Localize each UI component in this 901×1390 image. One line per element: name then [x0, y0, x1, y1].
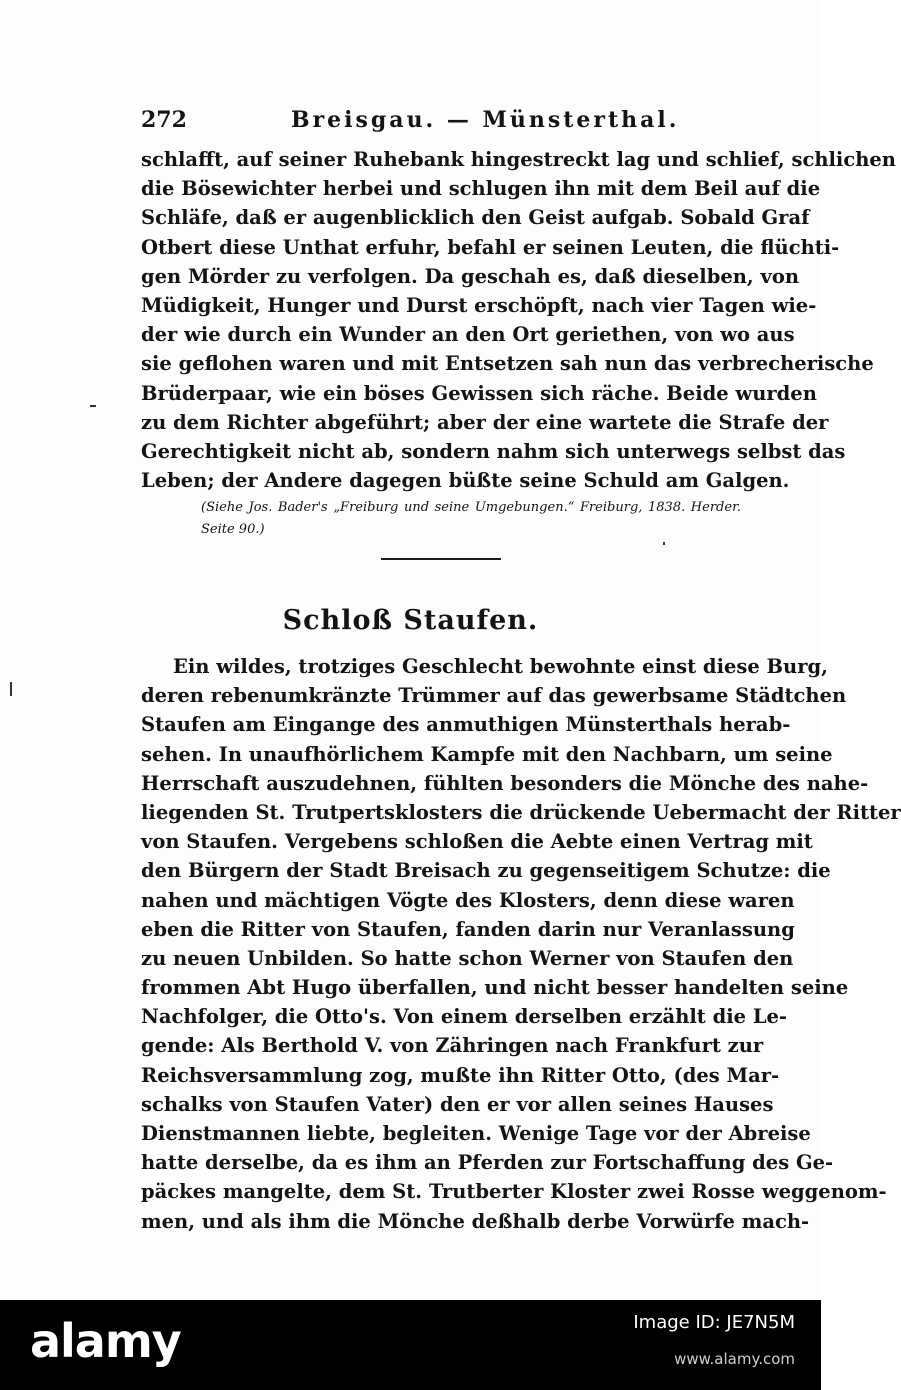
text-line: sehen. In unaufhörlichem Kampfe mit den Nachbarn, um seine [141, 742, 833, 766]
scan-speck [90, 405, 96, 407]
section-title: Schloß Staufen. [282, 605, 539, 636]
text-line: liegenden St. Trutpertsklosters die drückende Uebermacht der Ritter [141, 800, 901, 824]
text-line: schlafft, auf seiner Ruhebank hingestreckt lag und schlief, schlichen [141, 148, 896, 171]
text-line: von Staufen. Vergebens schloßen die Aebte einen Vertrag mit [141, 830, 813, 854]
scan-speck [663, 542, 665, 545]
text-line: Gerechtigkeit nicht ab, sondern nahm sich unterwegs selbst das [141, 439, 846, 463]
text-line: Dienstmannen liebte, begleiten. Wenige Tage vor der Abreise [141, 1122, 811, 1145]
text-line: eben die Ritter von Staufen, fanden darin nur Veranlassung [141, 917, 795, 941]
text-line: nahen und mächtigen Vögte des Klosters, denn diese waren [141, 888, 795, 912]
text-line: Schläfe, daß er augenblicklich den Geist aufgab. Sobald Graf [141, 206, 810, 230]
page-number: 272 [141, 107, 187, 133]
text-line: gende: Als Berthold V. von Zähringen nach Frankfurt zur [141, 1034, 764, 1058]
first-passage [141, 145, 896, 495]
text-line: deren rebenumkränzte Trümmer auf das gewerbsame Städtchen [141, 684, 847, 708]
site-url-label: www.alamy.com [674, 1350, 795, 1368]
text-line: Nachfolger, die Otto's. Von einem derselben erzählt die Le- [141, 1005, 788, 1029]
running-title: Breisgau. — Münsterthal. [291, 107, 680, 133]
citation-line: (Siehe Jos. Bader's „Freiburg und seine Umgebungen.“ Freiburg, 1838. Herder. [201, 500, 741, 515]
source-citation [201, 497, 741, 541]
text-line: sie geflohen waren und mit Entsetzen sah nun das verbrecherische [141, 352, 874, 376]
text-line: Otbert diese Unthat erfuhr, befahl er seinen Leuten, die flüchti- [141, 235, 840, 259]
text-line: schalks von Staufen Vater) den er vor allen seines Hauses [141, 1092, 774, 1116]
scan-speck [10, 682, 12, 696]
text-line: zu dem Richter abgeführt; aber der eine wartete die Strafe der [141, 410, 829, 434]
watermark-bar [0, 1300, 821, 1390]
text-line: den Bürgern der Stadt Breisach zu gegenseitigem Schutze: die [141, 859, 831, 883]
brand-logo: alamy [30, 1314, 181, 1368]
text-line: die Bösewichter herbei und schlugen ihn mit dem Beil auf die [141, 177, 821, 201]
text-line: Ein wildes, trotziges Geschlecht bewohnte einst diese Burg, [173, 655, 828, 678]
text-line: Staufen am Eingange des anmuthigen Münsterthals herab- [141, 713, 791, 737]
image-id-label: Image ID: JE7N5M [633, 1312, 795, 1333]
text-line: Leben; der Andere dagegen büßte seine Schuld am Galgen. [141, 469, 790, 493]
text-line: frommen Abt Hugo überfallen, und nicht besser handelten seine [141, 976, 849, 1000]
citation-line: Seite 90.) [201, 522, 265, 537]
text-line: Brüderpaar, wie ein böses Gewissen sich räche. Beide wurden [141, 381, 817, 405]
text-line: hatte derselbe, da es ihm an Pferden zur Fortschaffung des Ge- [141, 1151, 834, 1175]
text-line: men, und als ihm die Mönche deßhalb derbe Vorwürfe mach- [141, 1209, 810, 1233]
text-line: zu neuen Unbilden. So hatte schon Werner von Staufen den [141, 946, 794, 970]
page-header [141, 103, 741, 139]
text-line: Herrschaft auszudehnen, fühlten besonders die Mönche des nahe- [141, 771, 869, 795]
text-line: Müdigkeit, Hunger und Durst erschöpft, nach vier Tagen wie- [141, 293, 817, 317]
text-line: gen Mörder zu verfolgen. Da geschah es, daß dieselben, von [141, 264, 800, 288]
text-line: Reichsversammlung zog, mußte ihn Ritter Otto, (des Mar- [141, 1063, 780, 1087]
section-passage [141, 652, 901, 1236]
section-divider [381, 558, 501, 560]
text-line: päckes mangelte, dem St. Trutberter Kloster zwei Rosse weggenom- [141, 1180, 887, 1204]
text-line: der wie durch ein Wunder an den Ort geriethen, von wo aus [141, 323, 795, 347]
